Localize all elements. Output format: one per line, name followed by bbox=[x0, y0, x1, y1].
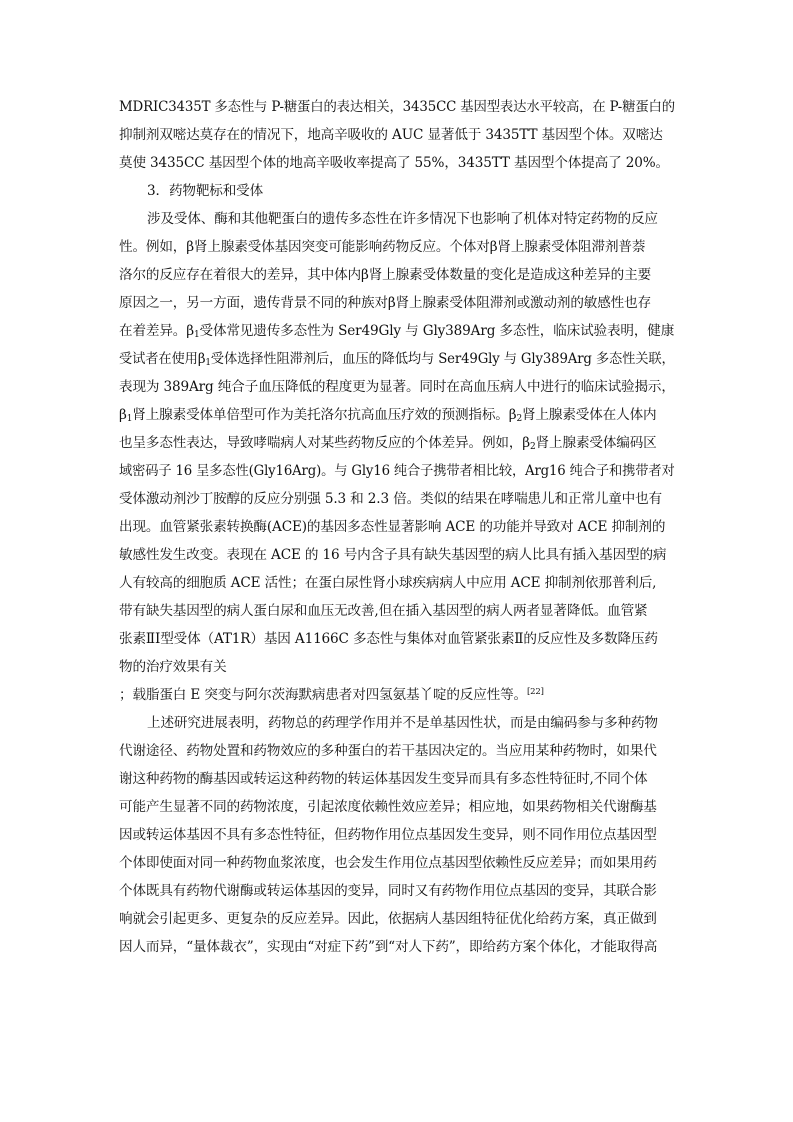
text-segment: 肾上腺素受体编码区 bbox=[535, 435, 657, 451]
text-line bbox=[119, 318, 674, 345]
text-segment: 肾上腺素受体单倍型可作为美托洛尔抗高血压疗效的预测指标。β bbox=[132, 407, 517, 423]
text-segment: 受体选择性阻滞剂后，血压的降低均与 Ser49Gly 与 Gly389Arg 多态性关联， bbox=[210, 351, 675, 367]
text-line: 个体即使面对同一种药物血浆浓度，也会发生作用位点基因型依赖性反应差异；而如果用药 bbox=[119, 855, 657, 871]
text-segment: β bbox=[119, 407, 127, 423]
text-line: 表现为 389Arg 纯合子血压降低的程度更为显著。同时在高血压病人中进行的临床试验揭示， bbox=[119, 379, 675, 395]
text-line: MDRIC3435T 多态性与 P-糖蛋白的表达相关，3435CC 基因型表达水平较高，在 P-糖蛋白的 bbox=[119, 99, 675, 115]
section-heading: 3．药物靶标和受体 bbox=[147, 183, 264, 199]
text-segment: ；载脂蛋白 E 突变与阿尔茨海默病患者对四氢氨基丫啶的反应性等。 bbox=[119, 687, 527, 703]
text-line: 因或转运体基因不具有多态性特征，但药物作用位点基因发生变异，则不同作用位点基因型 bbox=[119, 827, 657, 843]
text-line: 代谢途径、药物处置和药物效应的多种蛋白的若干基因决定的。当应用某种药物时，如果代 bbox=[119, 743, 657, 759]
citation-reference: [22] bbox=[526, 687, 544, 697]
subscript: 2 bbox=[530, 442, 536, 452]
subscript: 1 bbox=[193, 330, 200, 340]
text-line: 出现。血管紧张素转换酶(ACE)的基因多态性显著影响 ACE 的功能并导致对 ACE 抑制剂的 bbox=[119, 519, 666, 535]
text-line: 人有较高的细胞质 ACE 活性；在蛋白尿性肾小球疾病病人中应用 ACE 抑制剂依那普利后, bbox=[119, 575, 657, 591]
text-line: 涉及受体、酶和其他靶蛋白的遗传多态性在许多情况下也影响了机体对特定药物的反应 bbox=[147, 211, 658, 227]
text-segment: 肾上腺素受体在人体内 bbox=[522, 407, 657, 423]
text-line: 张素ⅡⅠ型受体（AT1R）基因 A1166C 多态性与集体对血管紧张素Ⅱ的反应性及多数降压药 bbox=[119, 631, 658, 647]
text-line: 物的治疗效果有关 bbox=[119, 659, 227, 675]
text-line bbox=[119, 346, 675, 373]
subscript: 1 bbox=[126, 414, 133, 424]
text-line: 性。例如，β肾上腺素受体基因突变可能影响药物反应。个体对β肾上腺素受体阻滞剂普萘 bbox=[119, 239, 646, 255]
text-line bbox=[119, 402, 656, 429]
text-line: 敏感性发生改变。表现在 ACE 的 16 号内含子具有缺失基因型的病人比具有插入基因型的病 bbox=[119, 547, 667, 563]
text-line: 抑制剂双嘧达莫存在的情况下，地高辛吸收的 AUC 显著低于 3435TT 基因型个体。双嘧达 bbox=[119, 127, 663, 143]
subscript: 1 bbox=[205, 358, 211, 368]
text-segment: 在着差异。β bbox=[119, 323, 194, 339]
text-segment: 也呈多态性表达，导致哮喘病人对某些药物反应的个体差异。例如，β bbox=[119, 435, 531, 451]
text-segment: 受试者在使用β bbox=[119, 351, 206, 367]
text-line: 谢这种药物的酶基因或转运这种药物的转运体基因发生变异而具有多态性特征时,不同个体 bbox=[119, 771, 648, 787]
text-segment: 受体常见遗传多态性为 Ser49Gly 与 Gly389Arg 多态性，临床试验表明，健康 bbox=[199, 323, 675, 339]
text-line bbox=[119, 682, 544, 709]
text-line: 因人而异，“量体裁衣”，实现由“对症下药”到“对人下药”，即给药方案个体化，才能取得高 bbox=[119, 939, 658, 955]
text-line: 响就会引起更多、更复杂的反应差异。因此，依据病人基因组特征优化给药方案，真正做到 bbox=[119, 911, 657, 927]
text-line: 受体激动剂沙丁胺醇的反应分别强 5.3 和 2.3 倍。类似的结果在哮喘患儿和正常儿童中也有 bbox=[119, 491, 662, 507]
text-line: 莫使 3435CC 基因型个体的地高辛吸收率提高了 55%，3435TT 基因型个体提高了 20%。 bbox=[119, 155, 669, 171]
subscript: 2 bbox=[516, 414, 523, 424]
text-line bbox=[119, 430, 657, 457]
text-line: 可能产生显著不同的药物浓度，引起浓度依赖性效应差异；相应地，如果药物相关代谢酶基 bbox=[119, 799, 657, 815]
text-line: 原因之一，另一方面，遗传背景不同的种族对β肾上腺素受体阻滞剂或激动剂的敏感性也存 bbox=[119, 295, 652, 311]
text-line: 域密码子 16 呈多态性(Gly16Arg)。与 Gly16 纯合子携带者相比较，Arg16 纯合子和携带者对 bbox=[119, 463, 675, 479]
text-line: 个体既具有药物代谢酶或转运体基因的变异，同时又有药物作用位点基因的变异，其联合影 bbox=[119, 883, 657, 899]
text-line: 带有缺失基因型的病人蛋白尿和血压无改善,但在插入基因型的病人两者显著降低。血管紧 bbox=[119, 603, 648, 619]
text-line: 洛尔的反应存在着很大的差异，其中体内β肾上腺素受体数量的变化是造成这种差异的主要 bbox=[119, 267, 652, 283]
text-line: 上述研究进展表明，药物总的药理学作用并不是单基因性状，而是由编码参与多种药物 bbox=[147, 715, 658, 731]
